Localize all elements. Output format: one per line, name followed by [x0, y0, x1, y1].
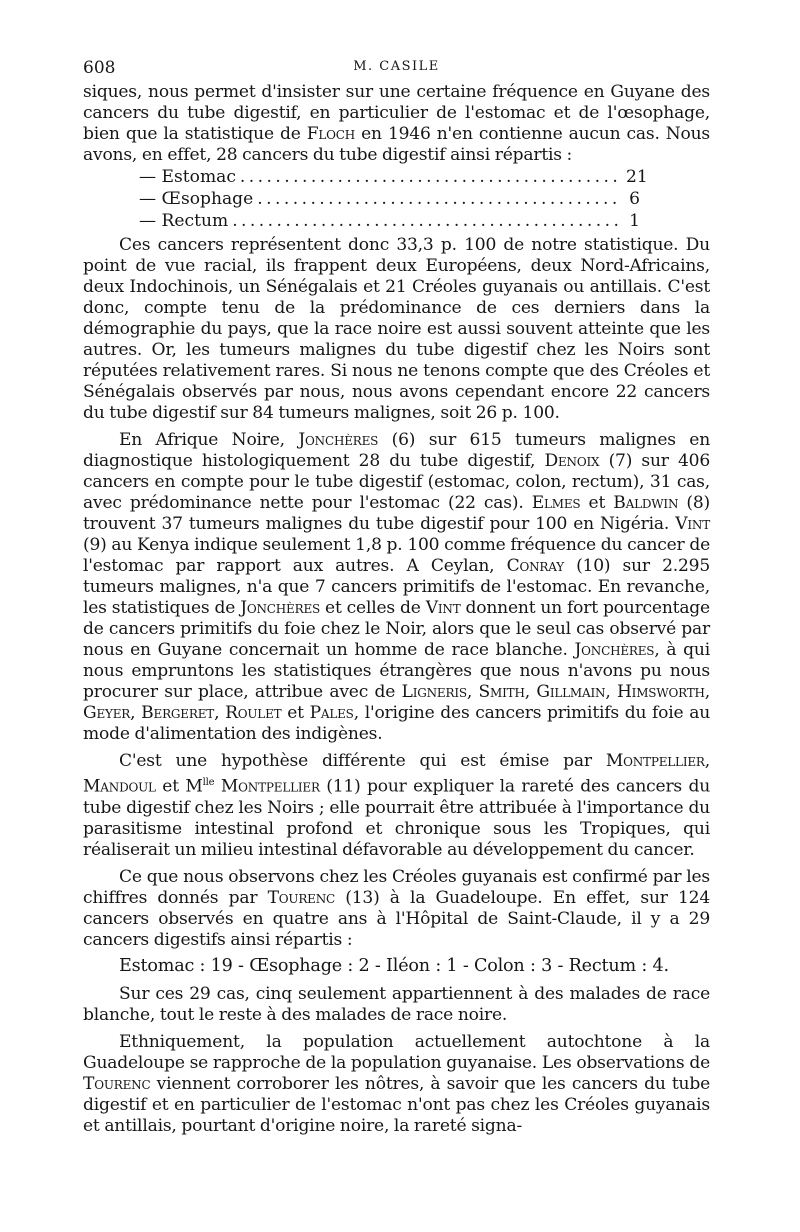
paragraph-4: C'est une hypothèse différente qui est émise par Montpellier, Mandoul et $M^{lle}$ Montpellier (11) pour expliquer la rareté des cancers du tube digestif chez les Noirs ; elle pourrait être attribuée à l'importance du parasitisme intestinal profond et chronique sous les Tropiques, qui réaliserait un milieu intestinal défavorable au développement du cancer. — [83, 751, 711, 860]
paragraph-3: En Afrique Noire, Jonchères (6) sur 615 tumeurs malignes en diagnostique histologiquement 28 du tube digestif, Denoix (7) sur 406 cancers en compte pour le tube digestif (estomac, colon, rectum), 31 cas, avec prédominance nette pour l'estomac (22 cas). Elmes et Baldwin (8) trouvent 37 tumeurs malignes du tube digestif pour 100 en Nigéria. Vint (9) au Kenya indique seulement 1,8 p. 100 comme fréquence du cancer de l'estomac par rapport aux autres. A Ceylan, Conray (10) sur 2.295 tumeurs malignes, n'a que 7 cancers primitifs de l'estomac. En revanche, les statistiques de Jonchères et celles de Vint donnent un fort pourcentage de cancers primitifs du foie chez le Noir, alors que le seul cas observé par nous en Guyane concernait un homme de race blanche. Jonchères, à qui nous empruntons les statistiques étrangères que nous n'avons pu nous procurer sur place, attribue avec de Ligneris, Smith, Gillmain, Himsworth, Geyer, Bergeret, Roulet et Pales, l'origine des cancers primitifs du foie au mode d'alimentation des indigènes. — [83, 430, 711, 744]
page-number: 608 — [83, 58, 116, 78]
running-title: M. CASILE — [353, 59, 440, 74]
distribution-line: Estomac : 19 - Œsophage : 2 - Iléon : 1 - Colon : 3 - Rectum : 4. — [119, 955, 669, 976]
list-item: — Rectum . . . 1 — [139, 211, 640, 233]
paragraph-6: Sur ces 29 cas, cinq seulement appartiennent à des malades de race blanche, tout le reste à des malades de race noire. — [83, 983, 710, 1025]
article-body — [83, 82, 710, 1137]
paragraph-5: Ce que nous observons chez les Créoles guyanais est confirmé par les chiffres donnés par Tourenc (13) à la Guadeloupe. En effet, sur 124 cancers observés en quatre ans à l'Hôpital de Saint-Claude, il y a 29 cancers digestifs ainsi répartis : — [83, 866, 710, 950]
paragraph-2: Ces cancers représentent donc 33,3 p. 100 de notre statistique. Du point de vue racial, ils frappent deux Européens, deux Nord-Africains, deux Indochinois, un Sénégalais et 21 Créoles guyanais ou antillais. C'est donc, compte tenu de la prédominance de ces derniers dans la démographie du pays, que la race noire est aussi souvent atteinte que les autres. Or, les tumeurs malignes du tube digestif chez les Noirs sont réputées relativement rares. Si nous ne tenons compte que des Créoles et Sénégalais observés par nous, nous avons cependant encore 22 cancers du tube digestif sur 84 tumeurs malignes, soit 26 p. 100. — [83, 235, 710, 423]
list-item: — Estomac . . . 21 — [139, 167, 640, 189]
paragraph-1: siques, nous permet d'insister sur une certaine fréquence en Guyane des cancers du tube digestif, en particulier de l'estomac et de l'œsophage, bien que la statistique de Floch en 1946 n'en contienne aucun cas. Nous avons, en effet, 28 cancers du tube digestif ainsi répartis : — [83, 82, 710, 165]
cancer-list — [83, 167, 710, 233]
paragraph-7: Ethniquement, la population actuellement autochtone à la Guadeloupe se rapproche de la population guyanaise. Les observations de Tourenc viennent corroborer les nôtres, à savoir que les cancers du tube digestif et en particulier de l'estomac n'ont pas chez les Créoles guyanais et antillais, pourtant d'origine noire, la rareté signa- — [83, 1031, 710, 1136]
list-item: — Œsophage . . . 6 — [139, 189, 640, 211]
running-header — [83, 58, 710, 78]
author-name: Floch — [306, 124, 356, 144]
